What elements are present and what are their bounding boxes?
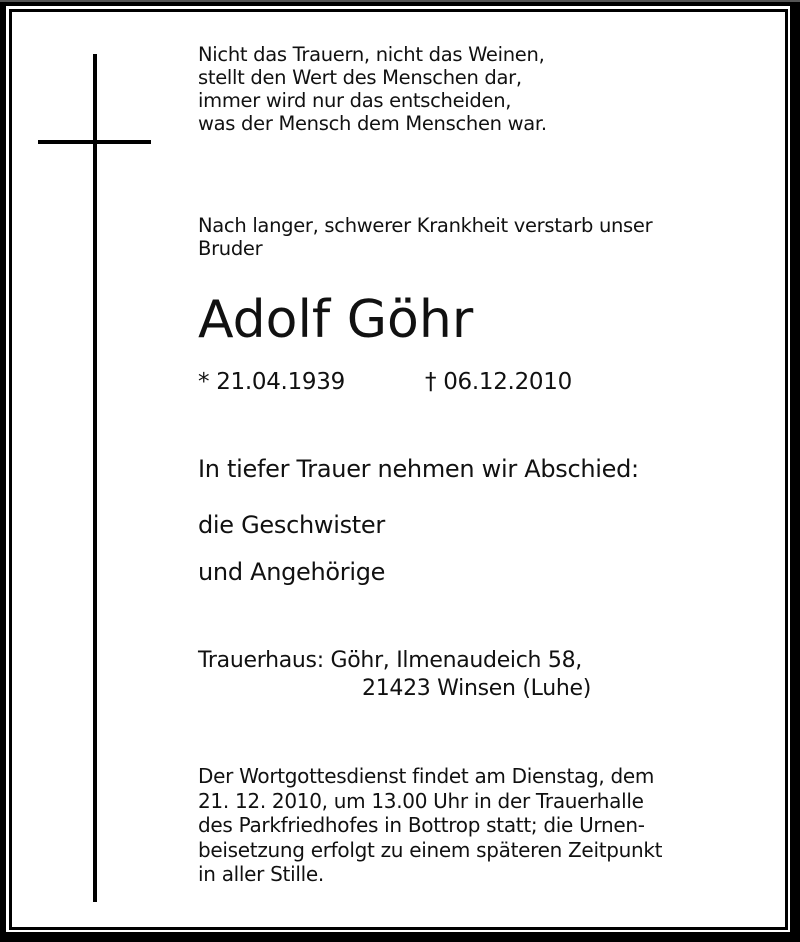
poem-line: Nicht das Trauern, nicht das Weinen, [198,43,545,66]
intro-line: Nach langer, schwerer Krankheit verstarb unser [198,214,653,237]
mourning-statement: In tiefer Trauer nehmen wir Abschied: [198,455,639,483]
address-line-2: 21423 Winsen (Luhe) [362,676,591,701]
poem-line: was der Mensch dem Menschen war. [198,112,547,135]
deceased-name: Adolf Göhr [198,290,474,350]
service-line: Der Wortgottesdienst findet am Dienstag, dem [198,764,655,788]
mourning-house-address [198,647,591,703]
life-dates [198,368,572,396]
intro-text [198,214,652,260]
service-line: 21. 12. 2010, um 13.00 Uhr in der Trauerhalle [198,788,644,813]
cross-icon [93,54,97,902]
address-line-1: Göhr, Ilmenaudeich 58, [330,648,582,673]
service-line: des Parkfriedhofes in Bottrop statt; die Urnen- [198,813,645,837]
mourner: und Angehörige [198,558,386,586]
service-line: beisetzung erfolgt zu einem späteren Zeitpunkt [198,837,663,862]
poem [198,43,547,135]
birth-date: * 21.04.1939 [198,369,345,395]
service-line: in aller Stille. [198,862,324,886]
death-date: † 06.12.2010 [425,369,572,395]
service-announcement [198,764,758,887]
poem-line: stellt den Wert des Menschen dar, [198,66,522,89]
mourners-list [198,502,385,596]
intro-line: Bruder [198,237,263,260]
cross-icon-bar [38,140,151,144]
mourner: die Geschwister [198,511,385,539]
poem-line: immer wird nur das entscheiden, [198,89,512,112]
address-label: Trauerhaus: [198,648,324,673]
